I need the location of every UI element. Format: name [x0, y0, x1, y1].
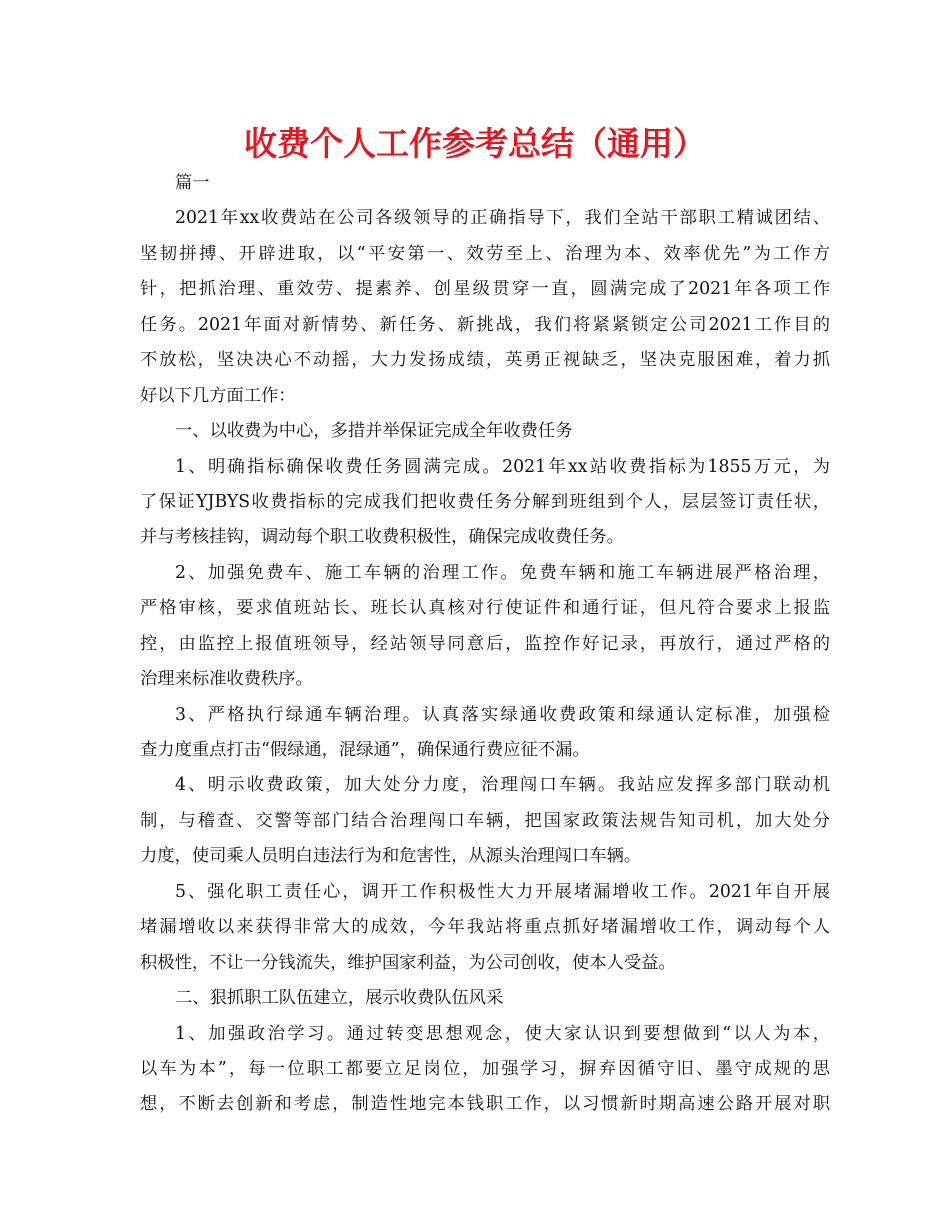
text-line: 任务。2021年面对新情势、新任务、新挑战，我们将紧紧锁定公司2021工作目的 — [140, 314, 830, 335]
text-line: 3、严格执行绿通车辆治理。认真落实绿通收费政策和绿通认定标准，加强检 — [175, 704, 830, 725]
text-line: 坚韧拼搏、开辟进取，以“平安第一、效劳至上、治理为本、效率优先”为工作方 — [140, 243, 830, 264]
document-body — [140, 166, 830, 1123]
text-line: 4、明示收费政策，加大处分力度，治理闯口车辆。我站应发挥多部门联动机 — [175, 775, 830, 796]
text-line: 并与考核挂钩，调动每个职工收费积极性，确保完成收费任务。 — [140, 527, 624, 548]
text-line: 1、加强政治学习。通过转变思想观念，使大家认识到要想做到“以人为本， — [175, 1023, 830, 1044]
document-title: 收费个人工作参考总结（通用） — [244, 124, 706, 163]
text-line: 1、明确指标确保收费任务圆满完成。2021年xx站收费指标为1855万元，为 — [175, 456, 830, 477]
text-line: 查力度重点打击“假绿通，混绿通”，确保通行费应征不漏。 — [140, 740, 590, 760]
text-line: 针，把抓治理、重效劳、提素养、创星级贯穿一直，圆满完成了2021年各项工作 — [140, 279, 830, 300]
text-line: 严格审核，要求值班站长、班长认真核对行使证件和通行证，但凡符合要求上报监 — [140, 598, 830, 619]
text-line: 好以下几方面工作： — [140, 385, 296, 406]
text-line: 2、加强免费车、施工车辆的治理工作。免费车辆和施工车辆进展严格治理， — [175, 562, 830, 583]
text-line: 控，由监控上报值班领导，经站领导同意后，监控作好记录，再放行，通过严格的 — [140, 633, 830, 654]
text-line: 堵漏增收以来获得非常大的成效，今年我站将重点抓好堵漏增收工作，调动每个人 — [140, 917, 830, 938]
text-line: 了保证YJBYS收费指标的完成我们把收费任务分解到班组到个人，层层签订责任状， — [140, 491, 830, 512]
text-line: 想，不断去创新和考虑，制造性地完本钱职工作，以习惯新时期高速公路开展对职 — [140, 1094, 830, 1115]
text-line: 篇一 — [175, 173, 210, 193]
text-line: 不放松，坚决决心不动摇，大力发扬成绩，英勇正视缺乏，坚决克服困难，着力抓 — [140, 350, 830, 371]
text-line: 制，与稽查、交警等部门结合治理闯口车辆，把国家政策法规告知司机，加大处分 — [140, 810, 830, 831]
text-line: 2021年xx收费站在公司各级领导的正确指导下，我们全站干部职工精诚团结、 — [175, 208, 830, 229]
text-line: 以车为本”，每一位职工都要立足岗位，加强学习，摒弃因循守旧、墨守成规的思 — [140, 1058, 830, 1079]
text-line: 5、强化职工责任心，调开工作积极性大力开展堵漏增收工作。2021年自开展 — [175, 881, 830, 902]
text-line: 一、以收费为中心，多措并举保证完成全年收费任务 — [175, 421, 573, 442]
text-line: 治理来标准收费秩序。 — [140, 669, 313, 690]
text-line: 力度，使司乘人员明白违法行为和危害性，从源头治理闯口车辆。 — [140, 846, 642, 867]
text-line: 二、狠抓职工队伍建立，展示收费队伍风采 — [175, 988, 504, 1009]
text-line: 积极性，不让一分钱流失，维护国家利益，为公司创收，使本人受益。 — [140, 952, 676, 973]
